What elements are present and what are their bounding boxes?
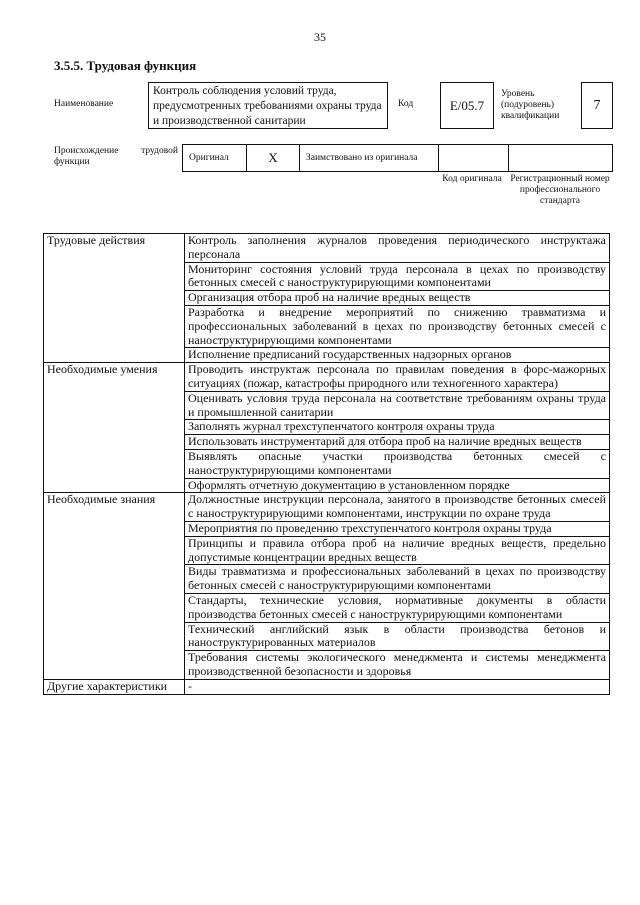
origin-strip — [182, 144, 613, 172]
category-cell: Необходимые умения — [44, 363, 185, 493]
item-cell: Технический английский язык в области производства бетонов и наноструктурированных материалов — [185, 622, 610, 651]
original-mark: X — [268, 150, 278, 165]
borrowed-cell — [300, 145, 439, 171]
labor-function-table — [43, 233, 610, 695]
item-cell: Стандарты, технические условия, нормативные документы в области производства бетонных смесей с наноструктурирующими компонентами — [185, 593, 610, 622]
item-cell: Проводить инструктаж персонала по правилам поведения в форс-мажорных ситуациях (пожар, катастрофы природного или техногенного характера) — [185, 363, 610, 392]
item-cell: Требования системы экологического менеджмента и системы менеджмента производственной безопасности и здоровья — [185, 651, 610, 680]
section-title: 3.5.5. Трудовая функция — [54, 58, 197, 73]
item-cell: Заполнять журнал трехступенчатого контроля охраны труда — [185, 420, 610, 435]
name-label: Наименование — [54, 99, 114, 109]
item-cell: Оценивать условия труда персонала на соответствие требованиям охраны труда и промышленной санитарии — [185, 391, 610, 420]
code-box — [440, 82, 494, 129]
item-cell: Мониторинг состояния условий труда персонала в цехах по производству бетонных смесей с наноструктурирующими компонентами — [185, 262, 610, 291]
item-cell: Принципы и правила отбора проб на наличие вредных веществ, предельно допустимые концентрации вредных веществ — [185, 536, 610, 565]
item-cell: Исполнение предписаний государственных надзорных органов — [185, 348, 610, 363]
table-row — [44, 679, 610, 694]
item-cell: Оформлять отчетную документацию в установленном порядке — [185, 478, 610, 493]
table-row — [44, 234, 610, 263]
table-row — [44, 363, 610, 392]
reg-number-label: Регистрационный номер профессионального стандарта — [510, 174, 610, 206]
code-value: E/05.7 — [449, 97, 485, 113]
reg-number-cell — [509, 145, 612, 171]
function-name: Контроль соблюдения условий труда, предусмотренных требованиями охраны труда и производственной санитарии — [153, 85, 382, 127]
item-cell: Разработка и внедрение мероприятий по снижению травматизма и профессиональных заболеваний в цехах по производству бетонных смесей с наноструктурирующими компонентами — [185, 305, 610, 347]
item-cell: Выявлять опасные участки производства бетонных смесей с наноструктурирующими компонентами — [185, 449, 610, 478]
item-cell: Должностные инструкции персонала, занятого в производстве бетонных смесей с наноструктурирующими компонентами, инструкции по охране труда — [185, 493, 610, 522]
item-cell: Контроль заполнения журналов проведения периодического инструктажа персонала — [185, 234, 610, 263]
function-name-box — [148, 82, 388, 129]
borrowed-label: Заимствовано из оригинала — [306, 152, 418, 163]
code-original-label: Код оригинала — [442, 174, 502, 184]
item-cell: Мероприятия по проведению трехступенчатого контроля охраны труда — [185, 521, 610, 536]
code-original-cell — [439, 145, 509, 171]
origin-label: Происхождение трудовой функции — [54, 146, 178, 167]
original-label: Оригинал — [189, 152, 229, 163]
level-value: 7 — [593, 97, 601, 113]
level-label: Уровень (подуровень) квалификации — [501, 89, 560, 121]
item-cell: Организация отбора проб на наличие вредных веществ — [185, 291, 610, 306]
category-cell: Необходимые знания — [44, 493, 185, 679]
category-cell: Другие характеристики — [44, 679, 185, 694]
original-cell — [183, 145, 247, 171]
item-cell: Использовать инструментарий для отбора проб на наличие вредных веществ — [185, 435, 610, 450]
item-cell: - — [185, 679, 610, 694]
page-number: 35 — [314, 30, 326, 44]
item-cell: Виды травматизма и профессиональных заболеваний в цехах по производству бетонных смесей с наноструктурирующими компонентами — [185, 565, 610, 594]
original-mark-cell — [247, 145, 300, 171]
code-label: Код — [398, 99, 414, 109]
level-box — [581, 82, 613, 129]
category-cell: Трудовые действия — [44, 234, 185, 363]
table-row — [44, 493, 610, 522]
